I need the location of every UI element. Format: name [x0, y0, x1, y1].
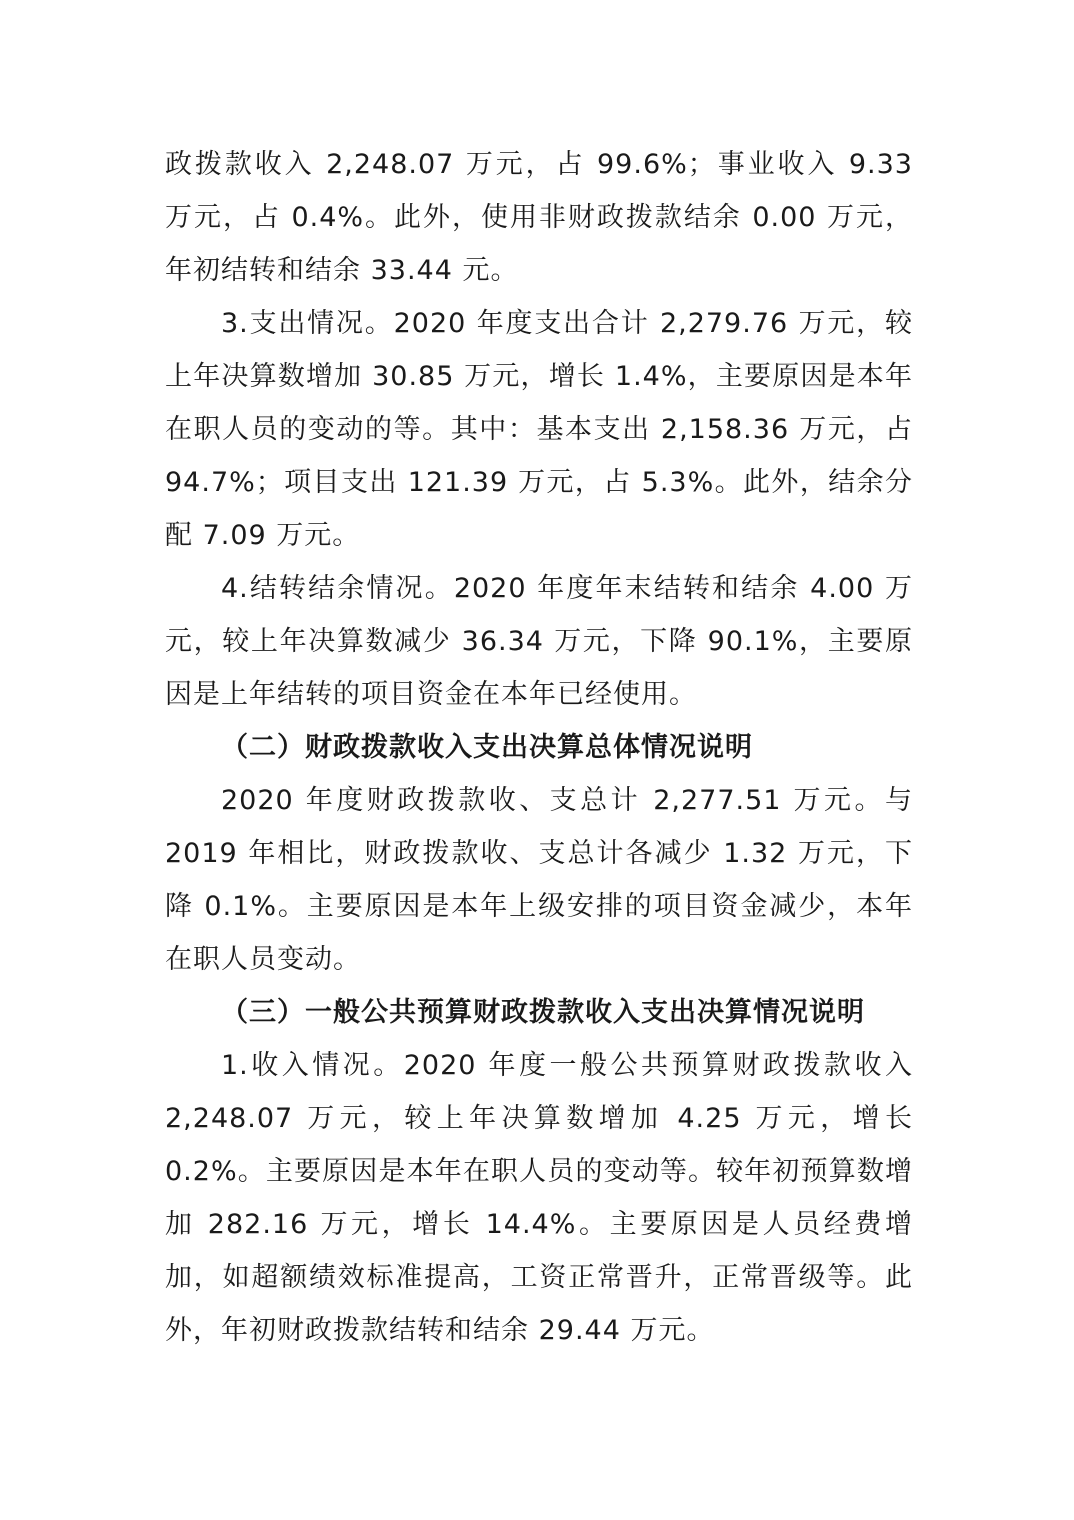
section-heading-general-public-budget: （三）一般公共预算财政拨款收入支出决算情况说明	[221, 997, 865, 1028]
section-heading-fiscal-appropriation: （二）财政拨款收入支出决算总体情况说明	[221, 732, 753, 763]
document-page	[165, 138, 913, 1357]
paragraph-income-continued: 政拨款收入 2,248.07 万元，占 99.6%；事业收入 9.33 万元，占 0.4%。此外，使用非财政拨款结余 0.00 万元，年初结转和结余 33.44 元。	[165, 149, 913, 286]
paragraph-expenditure: 3.支出情况。2020 年度支出合计 2,279.76 万元，较上年决算数增加 30.85 万元，增长 1.4%，主要原因是本年在职人员的变动的等。其中：基本支出 2,158.36 万元，占 94.7%；项目支出 121.39 万元，占 5.3%。此外，结余分配 7.09 万元。	[165, 308, 913, 551]
paragraph-general-budget-income: 1.收入情况。2020 年度一般公共预算财政拨款收入 2,248.07 万元，较上年决算数增加 4.25 万元，增长 0.2%。主要原因是本年在职人员的变动等。较年初预算数增加 282.16 万元，增长 14.4%。主要原因是人员经费增加，如超额绩效标准提高，工资正常晋升，正常晋级等。此外，年初财政拨款结转和结余 29.44 万元。	[165, 1050, 913, 1346]
paragraph-carryover-balance: 4.结转结余情况。2020 年度年末结转和结余 4.00 万元，较上年决算数减少 36.34 万元，下降 90.1%，主要原因是上年结转的项目资金在本年已经使用。	[165, 573, 913, 710]
paragraph-fiscal-appropriation-total: 2020 年度财政拨款收、支总计 2,277.51 万元。与 2019 年相比，财政拨款收、支总计各减少 1.32 万元，下降 0.1%。主要原因是本年上级安排的项目资金减少，本年在职人员变动。	[165, 785, 913, 975]
